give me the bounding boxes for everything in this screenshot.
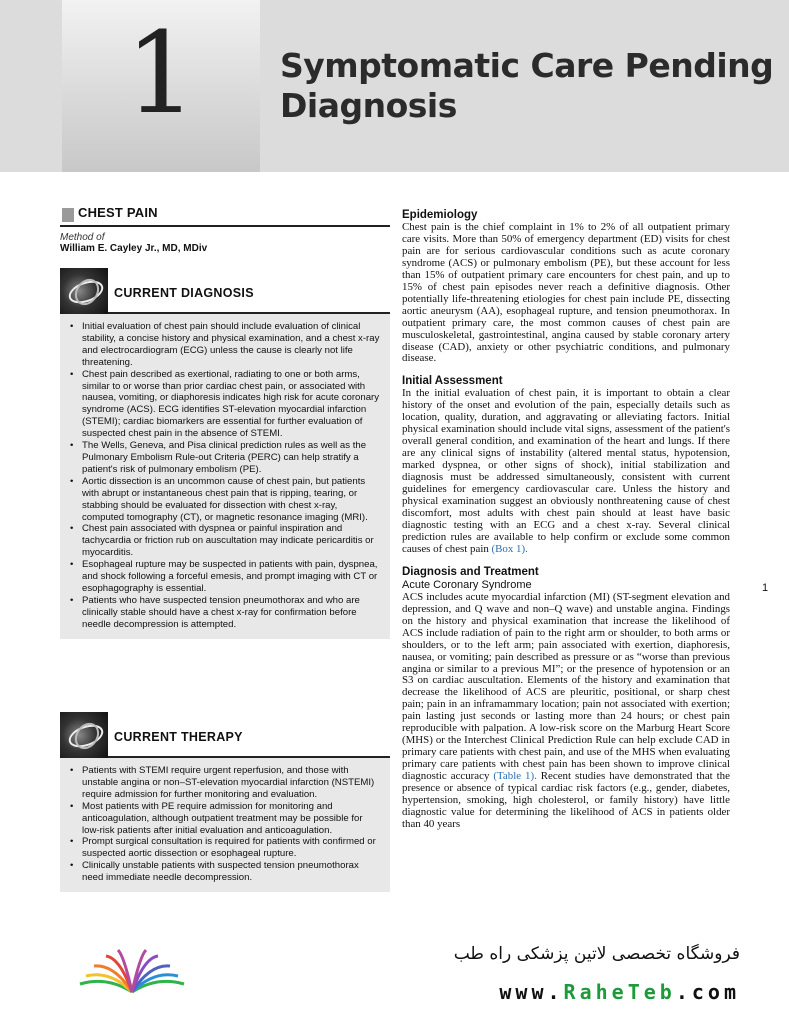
url-suffix: .com <box>675 980 740 1004</box>
list-item: • Most patients with PE require admission for monitoring and anticoagulation, although outpatient treatment may be possible for low-risk patients after initial evaluation and anticoagulation. <box>82 801 382 837</box>
box-rule <box>108 312 390 314</box>
chapter-title-line-1: Symptomatic Care Pending <box>280 46 774 85</box>
right-column <box>402 208 730 831</box>
section-heading <box>60 205 390 227</box>
assessment-heading: Initial Assessment <box>402 375 503 388</box>
list-item: • Clinically unstable patients with suspected tension pneumothorax need immediate needle decompression. <box>82 860 382 884</box>
current-therapy-box <box>60 712 390 892</box>
open-book-logo <box>72 946 192 1002</box>
method-label: Method of <box>60 232 105 243</box>
list-item: • Chest pain associated with dyspnea or painful inspiration and tachycardia or friction rub on auscultation may indicate pericarditis or myocarditis. <box>82 523 382 559</box>
list-item: • Aortic dissection is an uncommon cause of chest pain, but patients with abrupt or instantaneous chest pain that is ripping, tearing, or stabbing should be evaluated for dissection with chest x-ray, computed tomography (CT), or magnetic resonance imaging (MRI). <box>82 476 382 524</box>
list-item: • Patients with STEMI require urgent reperfusion, and those with unstable angina or non–ST-elevation myocardial infarction (NSTEMI) require admission for further monitoring and evaluation. <box>82 765 382 801</box>
list-item: • Chest pain described as exertional, radiating to one or both arms, similar to or worse than prior cardiac chest pain, or associated with nausea, vomiting, or diaphoresis indicates high risk for acute coronary syndrome (ACS). ECG identifies ST-elevation myocardial infarction (STEMI); cardiac biomarkers are essential for further evaluation of suspected chest pain in the absence of STEMI. <box>82 369 382 440</box>
diagnosis-treatment-heading: Diagnosis and Treatment <box>402 565 539 578</box>
section-title: CHEST PAIN <box>78 205 158 220</box>
article-byline <box>60 205 390 254</box>
epidemiology-text: Chest pain is the chief complaint in 1% to 2% of all outpatient primary care visits. More than 50% of emergency department (ED) visits for chest pain are for serious cardiovascular conditions such as acute coronary syndrome (ACS) or pulmonary embolism (PE), but these account for less than 15% of outpatient primary care encounters for chest pain, and up to 15% of chest pain episodes never reach a definitive diagnosis. Other potentially life-threatening etiologies for chest pain include PE, dissecting aortic aneurysm (AA), esophageal rupture, and tension pneumothorax. In outpatient primary care, the most common causes of chest pain are musculoskeletal, gastrointestinal, angina caused by stable coronary artery disease (CAD), anxiety or other psychiatric conditions, and pulmonary disease. <box>402 221 730 365</box>
box-header <box>60 268 390 314</box>
epidemiology-heading: Epidemiology <box>402 209 478 221</box>
box-title: CURRENT THERAPY <box>114 730 243 744</box>
acs-text-continued: Recent studies have demonstrated that the presence or absence of typical cardiac risk factors (e.g., gender, diabetes, hypertension, smoking, high cholesterol, or family history) have little diagnostic value for determining the likelihood of ACS in patients older than 40 years <box>402 770 730 830</box>
footer-banner <box>0 930 789 1010</box>
url-brand: RaheTeb <box>563 980 676 1004</box>
therapy-list <box>60 758 390 892</box>
current-diagnosis-box <box>60 268 390 639</box>
chapter-title-line-2: Diagnosis <box>280 86 457 125</box>
swirl-icon <box>60 268 108 314</box>
acs-subheading: Acute Coronary Syndrome <box>402 578 532 591</box>
table-reference-link[interactable]: (Table 1). <box>493 770 537 783</box>
assessment-text: In the initial evaluation of chest pain, it is important to obtain a clear history of the onset and evolution of the pain, especially details such as location, quality, duration, and aggravating or alleviating factors. Initial physical examination should include vital signs, assessment of the patient's overall general condition, and examination of the heart and lungs. If there are any clinical signs of instability (altered mental status, hypotension, marked dyspnea, or other signs of shock), initial stabilization and diagnosis must be addressed simultaneously, consistent with current guidelines for emergency cardiovascular care. Unless the history and physical examination suggest an obviously nonthreatening cause of chest discomfort, most adults with chest pain should at least have basic diagnostic testing with an ECG and a chest x-ray. Several clinical prediction rules are available to help confirm or exclude some common causes of chest pain <box>402 387 730 555</box>
list-item: • Patients who have suspected tension pneumothorax and who are clinically stable should have a chest x-ray for confirmation before needle decompression is attempted. <box>82 595 382 631</box>
chapter-number: 1 <box>125 9 197 139</box>
diagnosis-list <box>60 314 390 639</box>
list-item: • Prompt surgical consultation is required for patients with confirmed or suspected aortic dissection or esophageal rupture. <box>82 836 382 860</box>
url-prefix: www. <box>499 980 564 1004</box>
list-item: • Esophageal rupture may be suspected in patients with pain, dyspnea, and shock following a forceful emesis, and prompt imaging with CT or esophagography is essential. <box>82 559 382 595</box>
box-header <box>60 712 390 758</box>
assessment-paragraph <box>402 388 730 555</box>
box-reference-link[interactable]: (Box 1). <box>491 542 528 555</box>
acs-paragraph <box>402 592 730 831</box>
chapter-title <box>280 46 773 126</box>
store-name: فروشگاه تخصصی لاتین پزشکی راه طب <box>453 944 740 964</box>
list-item: • The Wells, Geneva, and Pisa clinical prediction rules as well as the Pulmonary Embolism Rule-out Criteria (PERC) can help stratify a patient's risk of pulmonary embolism (PE). <box>82 440 382 476</box>
box-rule <box>108 756 390 758</box>
swirl-icon <box>60 712 108 758</box>
acs-text: ACS includes acute myocardial infarction (MI) (ST-segment elevation and depression, and Q wave and non–Q wave) and unstable angina. Findings on the history and physical examination that increase the likelihood of ACS include radiation of pain to the right arm or shoulder, to both arms or shoulders, or to the left arm; pain associated with exertion, diaphoresis, nausea, or vomiting; pain described as pressure or as “worse than previous angina or similar to a previous MI”; or the presence of hypotension or an S3 on cardiac auscultation. Elements of the history and examination that decrease the likelihood of ACS are pleuritic, positional, or sharp chest pain; pain in an inframammary location; pain not associated with exertion; pain lasting just seconds or lasting more than 24 hours; or chest pain reproducible with palpation. A low-risk score on the Marburg Heart Score (MHS) or the Interchest Clinical Prediction Rule can help exclude CAD in primary care patients with chest pain, and use of the MHS when evaluating primary care patients with chest pain has been shown to improve clinical diagnostic accuracy <box>402 590 730 783</box>
website-url[interactable] <box>420 980 740 1004</box>
author-name: William E. Cayley Jr., MD, MDiv <box>60 243 208 254</box>
chapter-header <box>0 0 789 172</box>
section-marker <box>62 208 74 222</box>
list-item: • Initial evaluation of chest pain should include evaluation of clinical stability, a concise history and physical examination, and a chest x-ray and electrocardiogram (ECG) unless the cause is clearly not life threatening. <box>82 321 382 369</box>
box-title: CURRENT DIAGNOSIS <box>114 286 254 300</box>
page-number: 1 <box>762 582 769 594</box>
